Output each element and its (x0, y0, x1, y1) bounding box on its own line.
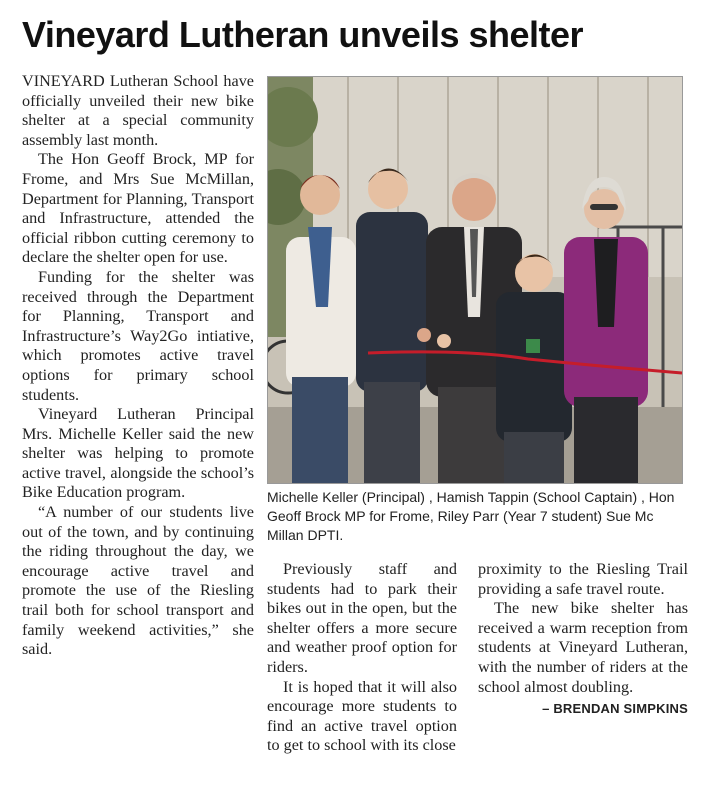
paragraph: “A number of our students live out of the town, and by continuing the riding throughout the day, we encourage active travel and promote the use of the Riesling trail both for school transport and family weekend activities,” she said. (22, 503, 254, 659)
headline: Vineyard Lutheran unveils shelter (22, 14, 584, 55)
paragraph: VINEYARD Lutheran School have officially unveiled their new bike shelter at a special community assembly last month. (22, 72, 254, 149)
paragraph: Previously staff and students had to park their bikes out in the open, but the shelter offers a more secure and weather proof option for riders. (267, 560, 457, 676)
paragraph: The new bike shelter has received a warm reception from students at Vineyard Lutheran, with the number of riders at the school almost doubling. (478, 599, 688, 696)
article-column-2 (267, 560, 457, 756)
paragraph: It is hoped that it will also encourage more students to find an active travel option to get to school with its close (267, 677, 457, 755)
article-column-1 (22, 72, 254, 660)
article-column-3 (478, 560, 688, 719)
paragraph: proximity to the Riesling Trail providing a safe travel route. (478, 560, 688, 598)
paragraph: Vineyard Lutheran Principal Mrs. Michelle Keller said the new shelter was helping to promote active travel, alongside the school’s Bike Education program. (22, 405, 254, 502)
paragraph: The Hon Geoff Brock, MP for Frome, and Mrs Sue McMillan, Department for Planning, Transport and Infrastructure, attended the official ribbon cutting ceremony to declare the shelter open for use. (22, 150, 254, 267)
photo-caption: Michelle Keller (Principal) , Hamish Tappin (School Captain) , Hon Geoff Brock MP for Frome, Riley Parr (Year 7 student) Sue Mc Millan DPTI. (267, 489, 675, 543)
ribbon-cutting-photo-illustration (268, 77, 682, 483)
byline: – BRENDAN SIMPKINS (542, 701, 688, 717)
article-photo (267, 76, 683, 484)
paragraph: Funding for the shelter was received through the Department for Planning, Transport and Infrastructure’s Way2Go intiative, which promotes active travel options for primary school students. (22, 267, 254, 404)
